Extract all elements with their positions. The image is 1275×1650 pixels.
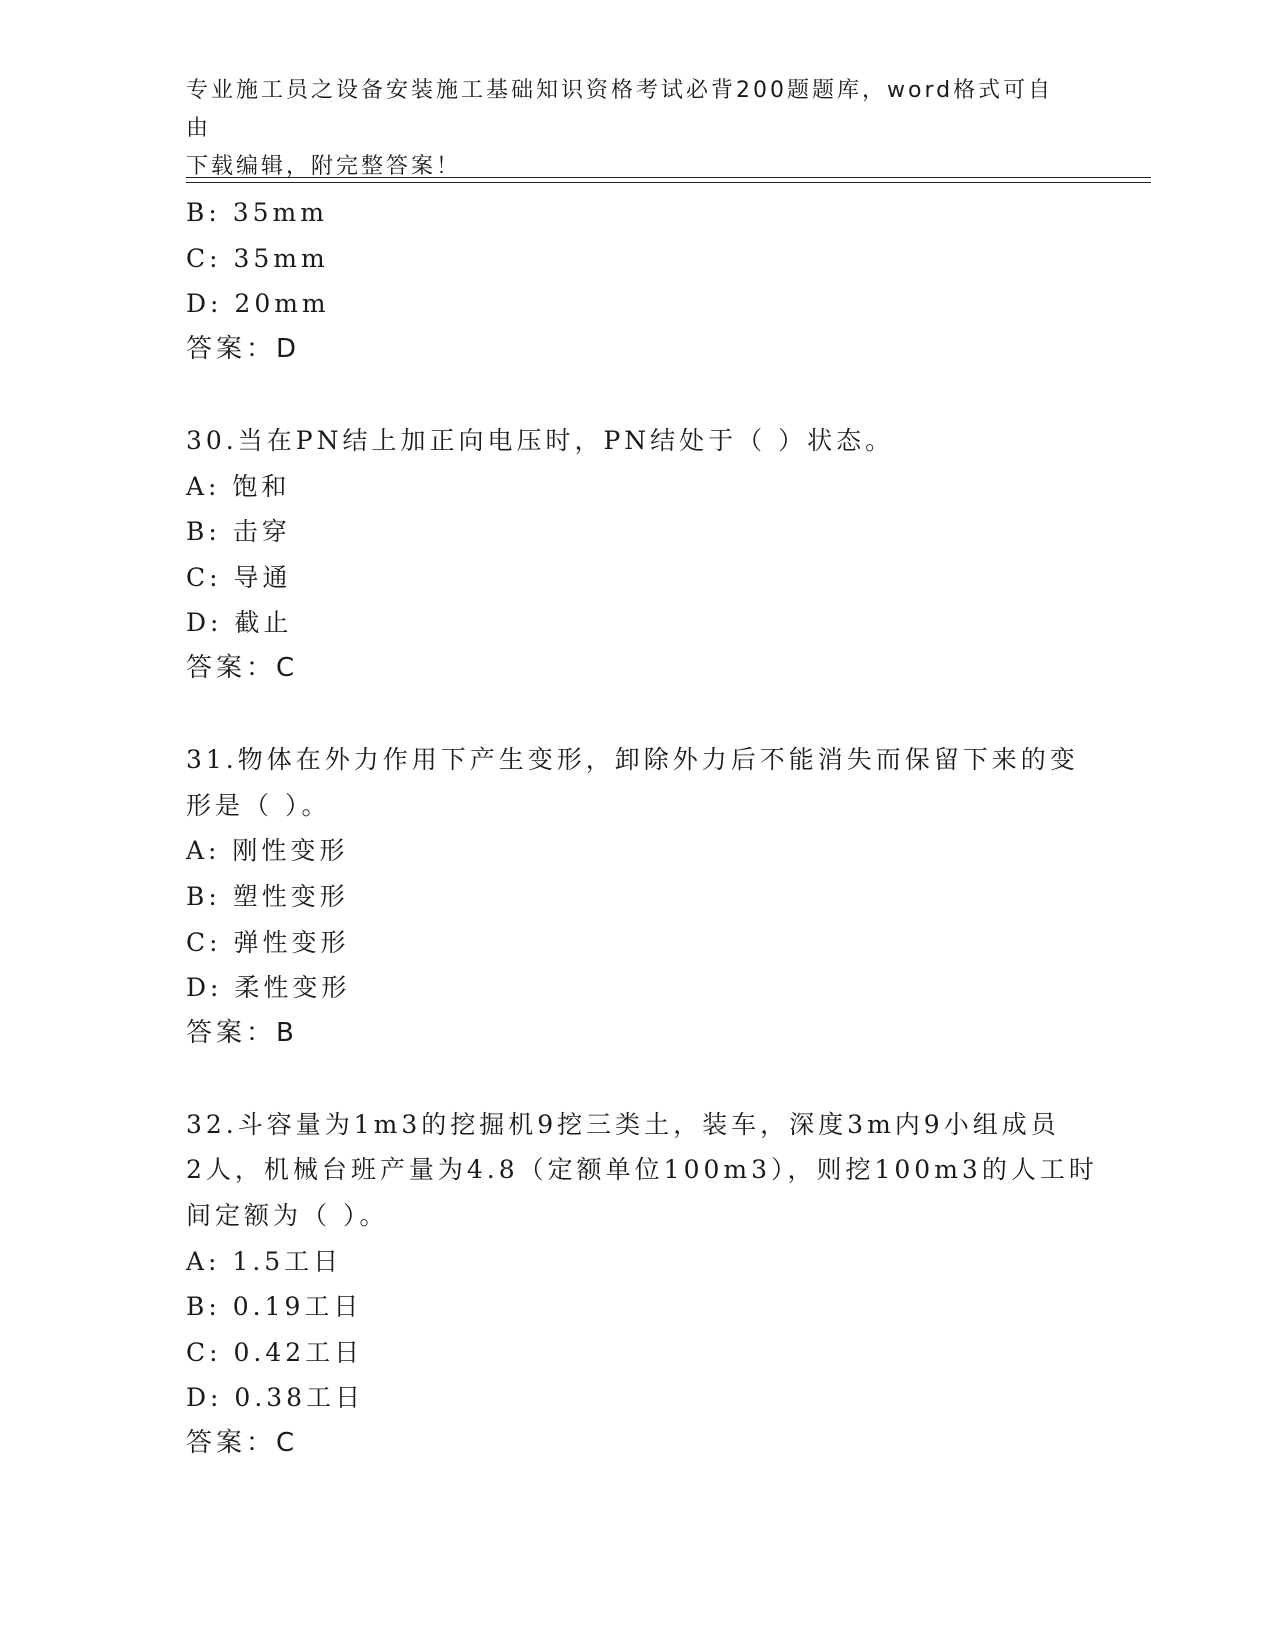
question-31 xyxy=(186,737,1086,1056)
header-line-1: 专业施工员之设备安装施工基础知识资格考试必背200题题库，word格式可自由 xyxy=(186,78,1054,141)
option-d: D: 0.38工日 xyxy=(186,1383,365,1413)
option-d: D: 柔性变形 xyxy=(186,973,351,1003)
question-text-continued: 形是（ ）。 xyxy=(186,790,331,820)
answer-line: 答案：C xyxy=(186,652,299,683)
question-text: 32.斗容量为1m3的挖掘机9挖三类土，装车，深度3m内9小组成员 xyxy=(186,1109,1060,1139)
option-c: C: 0.42工日 xyxy=(186,1337,364,1367)
option-b: B: 35mm xyxy=(186,198,328,227)
answer-line: 答案：B xyxy=(186,1017,298,1048)
option-a: A: 刚性变形 xyxy=(186,836,349,866)
option-c: C: 弹性变形 xyxy=(186,927,350,957)
question-29-continuation xyxy=(186,190,1086,372)
option-d: D: 20mm xyxy=(186,289,330,319)
question-list xyxy=(186,190,1098,1467)
header-divider-bottom xyxy=(186,182,1151,183)
question-text: 30.当在PN结上加正向电压时，PN结处于（ ）状态。 xyxy=(186,425,895,455)
option-a: A: 饱和 xyxy=(186,471,291,501)
option-a: A: 1.5工日 xyxy=(186,1246,343,1276)
option-c: C: 导通 xyxy=(186,562,292,592)
question-32 xyxy=(186,1102,1098,1467)
option-b: B: 塑性变形 xyxy=(186,881,349,911)
option-c: C: 35mm xyxy=(186,243,329,273)
option-d: D: 截止 xyxy=(186,608,293,638)
option-b: B: 击穿 xyxy=(186,517,291,547)
question-text: 31.物体在外力作用下产生变形，卸除外力后不能消失而保留下来的变 xyxy=(186,745,1079,775)
answer-line: 答案：C xyxy=(186,1428,299,1459)
header-line-2: 下载编辑，附完整答案！ xyxy=(186,154,462,179)
question-text-continued: 间定额为（ ）。 xyxy=(186,1201,389,1231)
document-header xyxy=(186,72,1066,186)
question-text-continued: 2人，机械台班产量为4.8（定额单位100m3），则挖100m3的人工时 xyxy=(186,1155,1098,1185)
answer-line: 答案：D xyxy=(186,333,301,364)
question-30 xyxy=(186,418,1086,692)
option-b: B: 0.19工日 xyxy=(186,1292,363,1322)
header-divider-top xyxy=(186,177,1151,178)
